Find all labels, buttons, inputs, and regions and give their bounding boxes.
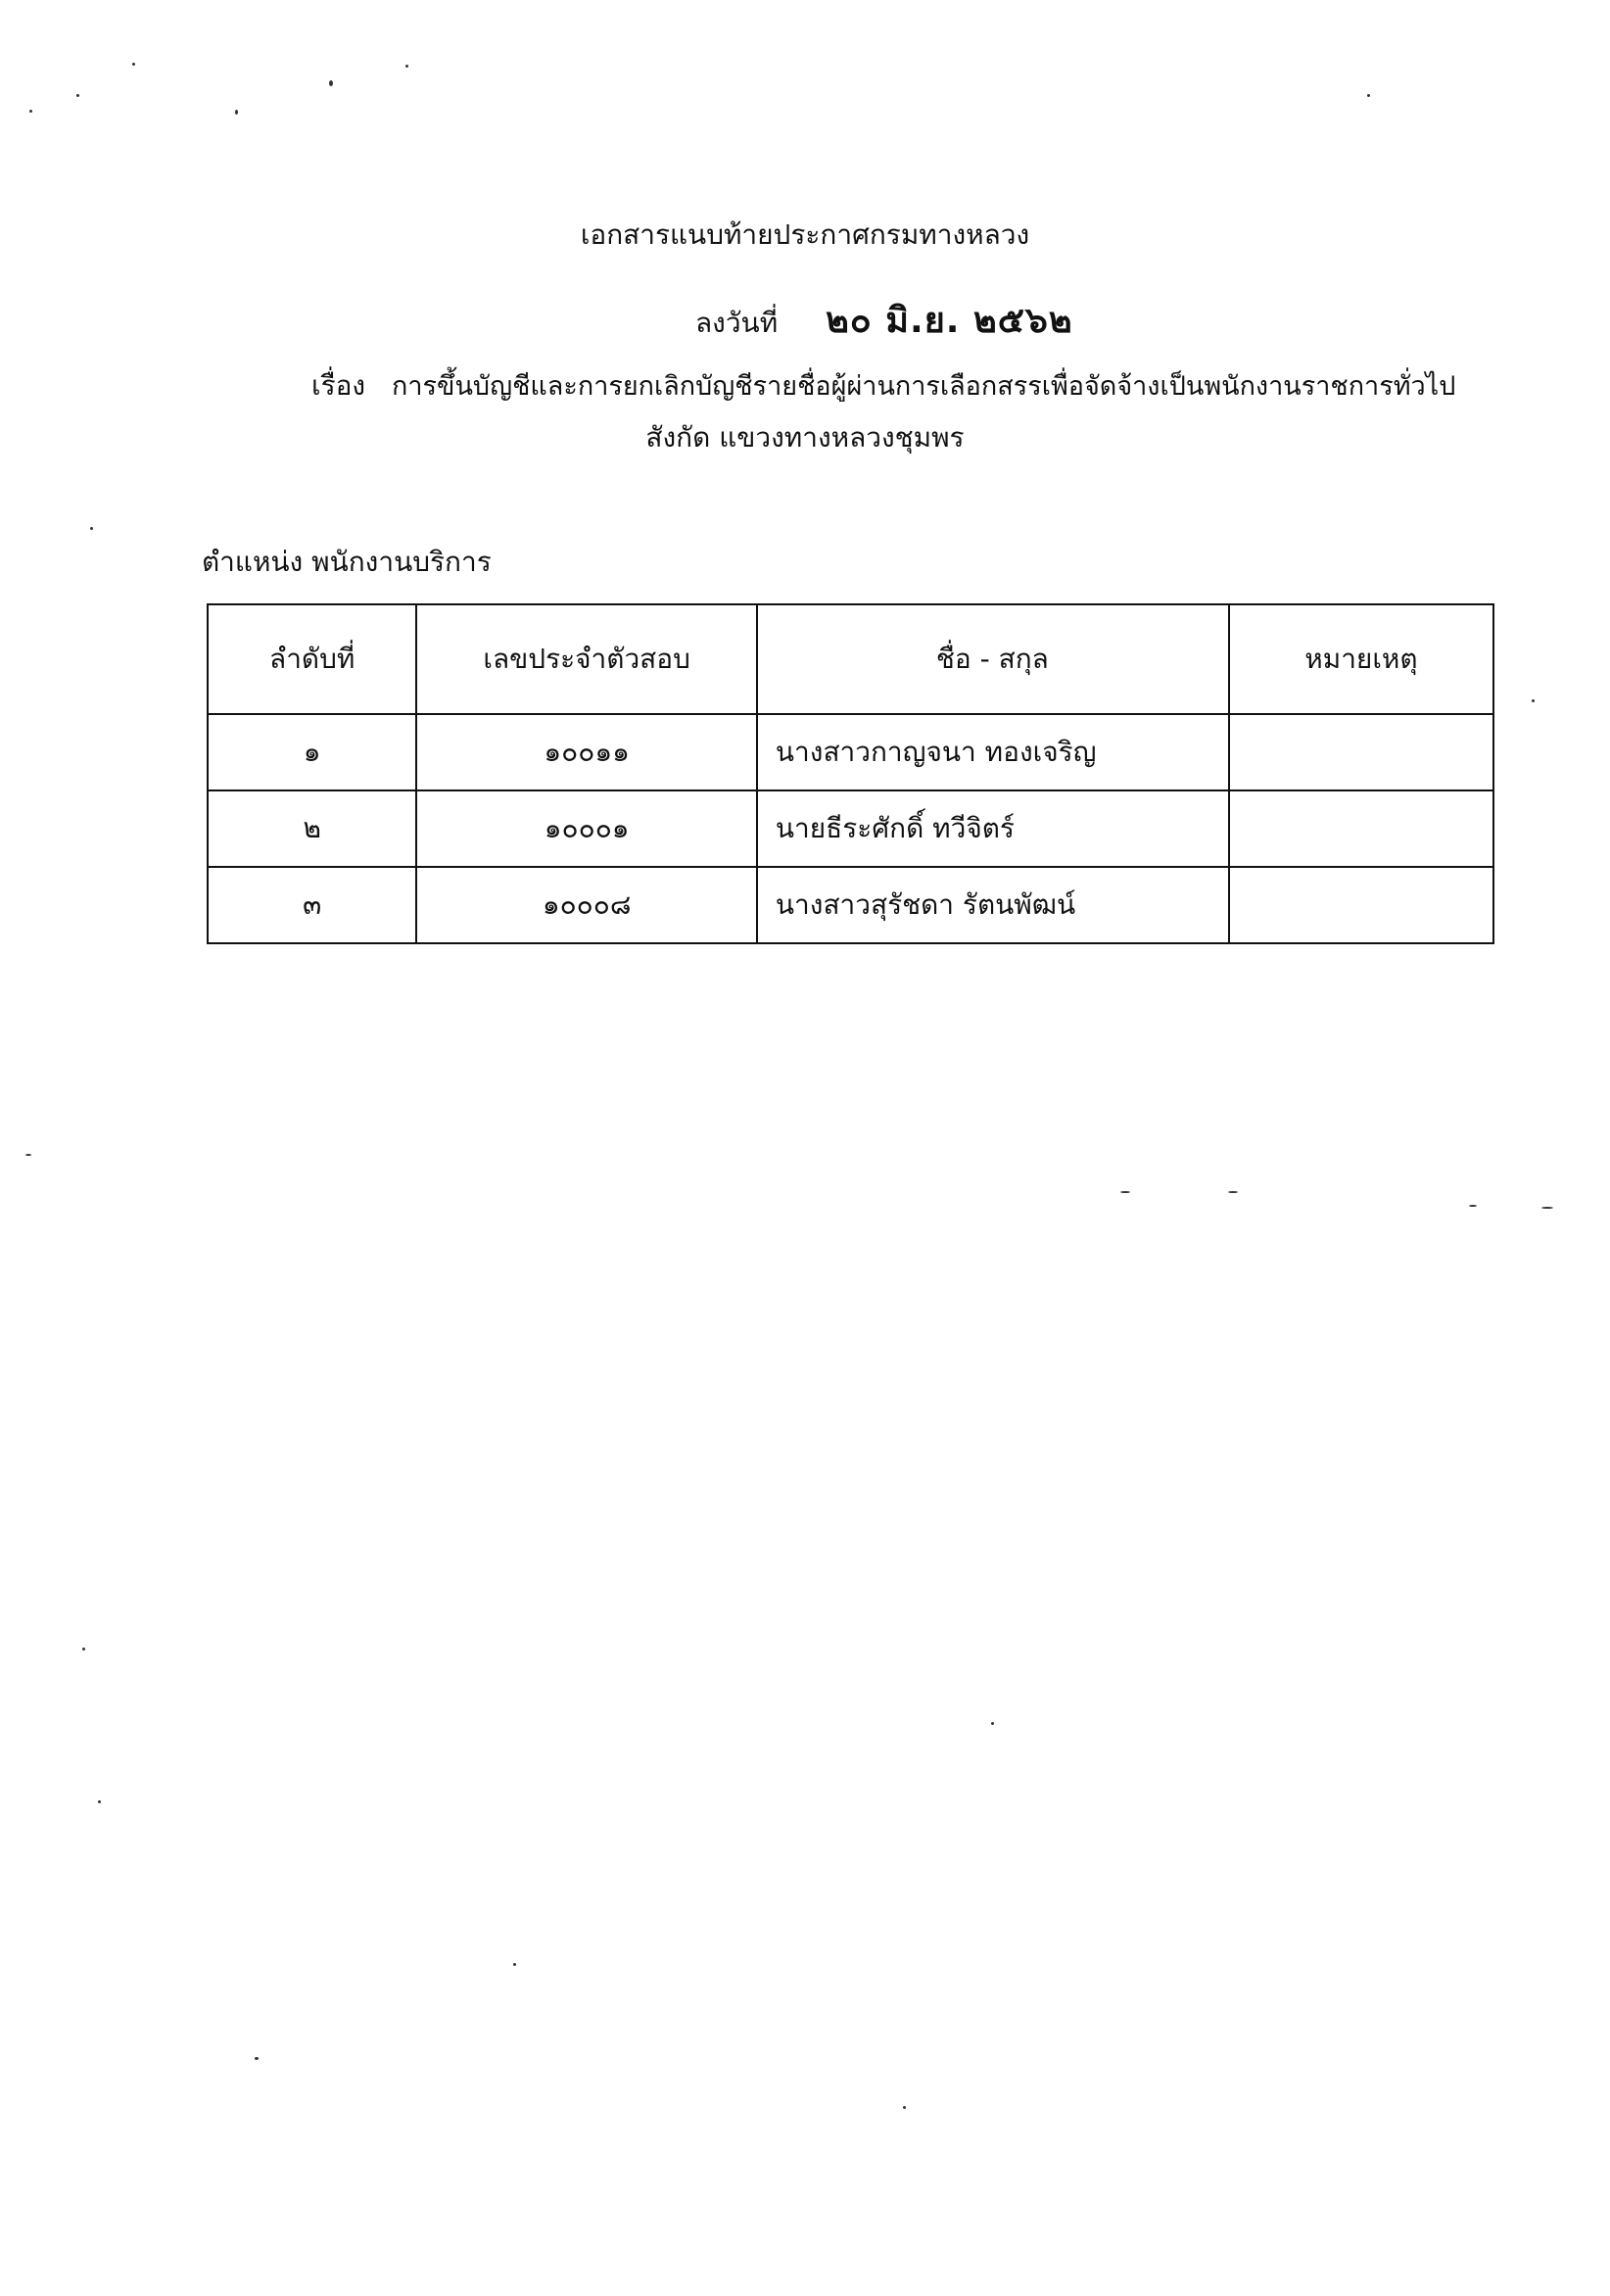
cell-note bbox=[1229, 714, 1493, 790]
column-header-note: หมายเหตุ bbox=[1229, 604, 1493, 714]
cell-seq: ๓ bbox=[208, 867, 416, 943]
column-header-exam-no: เลขประจำตัวสอบ bbox=[416, 604, 757, 714]
table-row bbox=[208, 714, 1493, 790]
cell-seq: ๑ bbox=[208, 714, 416, 790]
position-line: ตำแหน่ง พนักงานบริการ bbox=[202, 546, 492, 578]
results-table bbox=[207, 603, 1494, 944]
column-header-name: ชื่อ - สกุล bbox=[757, 604, 1229, 714]
subject-text: การขึ้นบัญชีและการยกเลิกบัญชีรายชื่อผู้ผ่านการเลือกสรรเพื่อจัดจ้างเป็นพนักงานราชการทั่วไป bbox=[392, 371, 1456, 402]
cell-exam-no: ๑๐๐๐๑ bbox=[416, 790, 757, 867]
cell-name: นางสาวสุรัชดา รัตนพัฒน์ bbox=[757, 867, 1229, 943]
table-row bbox=[208, 790, 1493, 867]
column-header-seq: ลำดับที่ bbox=[208, 604, 416, 714]
date-line bbox=[695, 292, 1073, 348]
cell-seq: ๒ bbox=[208, 790, 416, 867]
table-header-row bbox=[208, 604, 1493, 714]
cell-note bbox=[1229, 790, 1493, 867]
cell-name: นางสาวกาญจนา ทองเจริญ bbox=[757, 714, 1229, 790]
subject-affiliation: สังกัด แขวงทางหลวงชุมพร bbox=[645, 421, 965, 454]
cell-exam-no: ๑๐๐๑๑ bbox=[416, 714, 757, 790]
cell-note bbox=[1229, 867, 1493, 943]
date-value: ๒๐ มิ.ย. ๒๕๖๒ bbox=[826, 301, 1073, 341]
date-label: ลงวันที่ bbox=[695, 307, 779, 339]
cell-exam-no: ๑๐๐๐๘ bbox=[416, 867, 757, 943]
document-title: เอกสารแนบท้ายประกาศกรมทางหลวง bbox=[580, 218, 1030, 251]
table-row bbox=[208, 867, 1493, 943]
cell-name: นายธีระศักดิ์ ทวีจิตร์ bbox=[757, 790, 1229, 867]
subject-label: เรื่อง bbox=[311, 369, 366, 402]
